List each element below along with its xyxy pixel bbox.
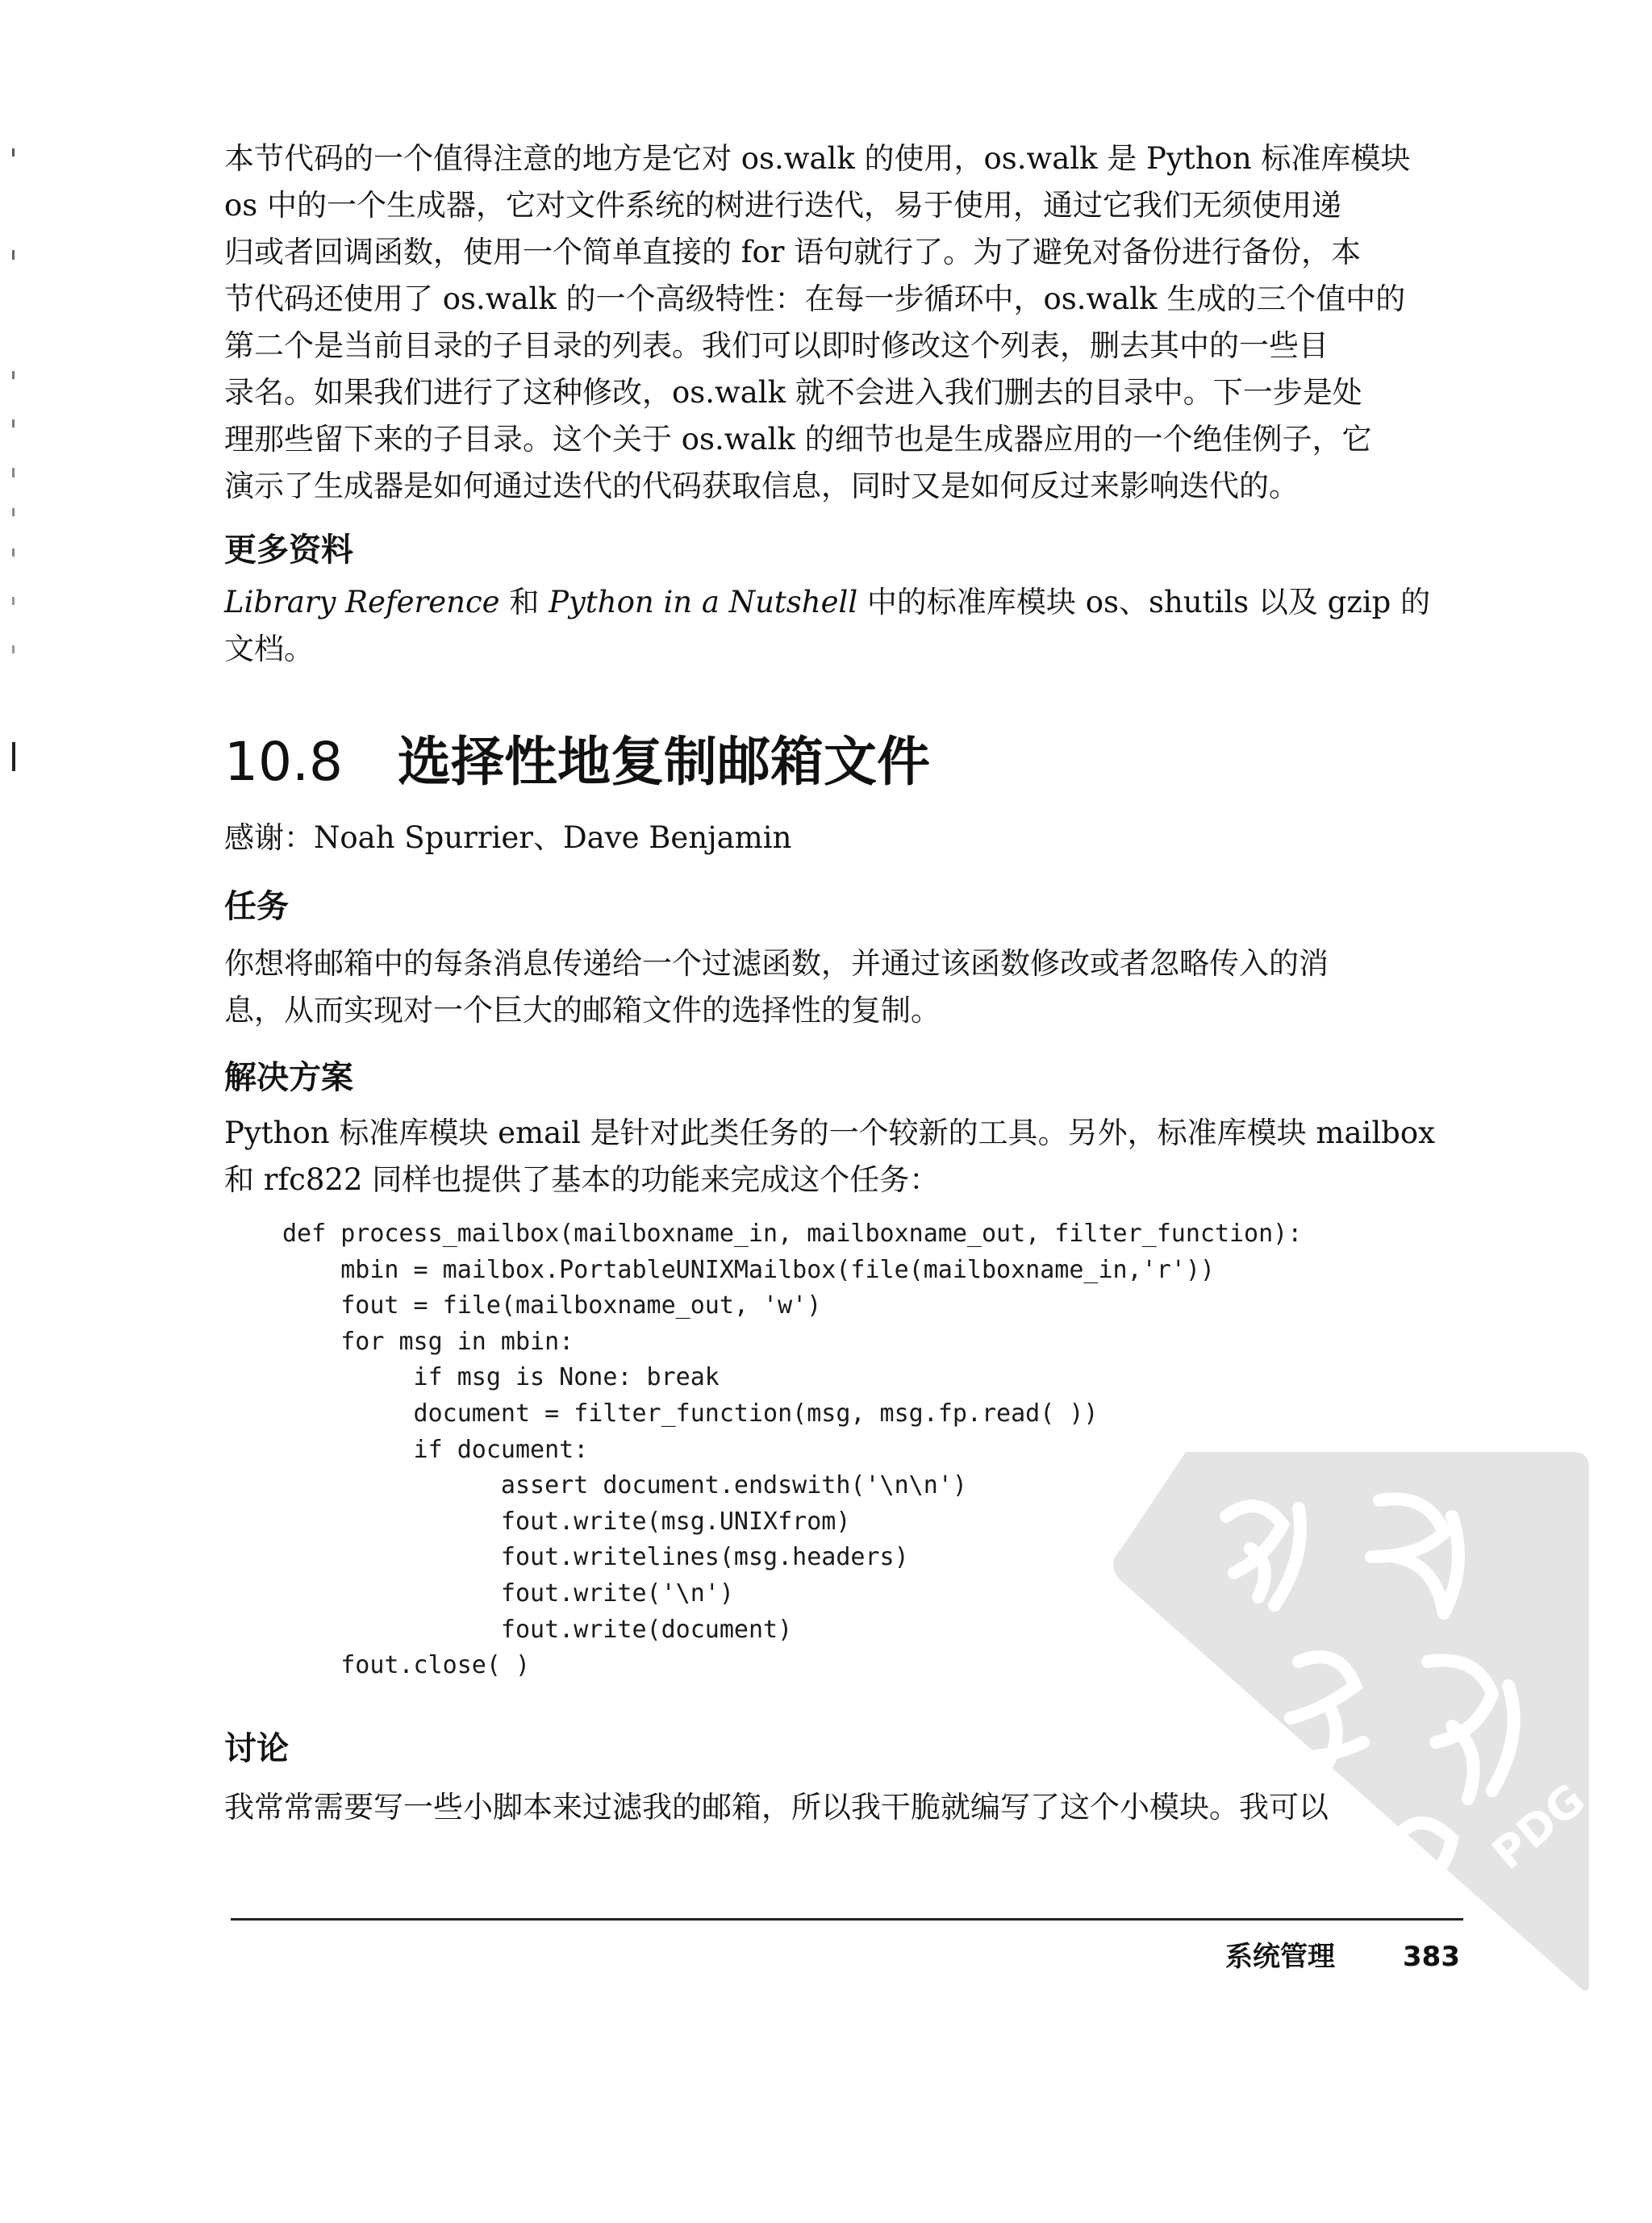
solution-paragraph [224,1110,1460,1203]
ref-python-in-a-nutshell: Python in a Nutshell [549,585,858,619]
text-line: 演示了生成器是如何通过迭代的代码获取信息，同时又是如何反过来影响迭代的。 [224,469,1299,503]
text-line: os 中的一个生成器，它对文件系统的树进行迭代，易于使用，通过它我们无须使用递 [224,188,1342,223]
text-line: 第二个是当前目录的子目录的列表。我们可以即时修改这个列表，删去其中的一些目 [224,328,1329,363]
page-number: 383 [1403,1941,1460,1973]
ref-library-reference: Library Reference [224,585,500,619]
text-line: 息，从而实现对一个巨大的邮箱文件的选择性的复制。 [224,993,941,1028]
solution-heading: 解决方案 [224,1059,353,1096]
margin-scan-marks [10,129,18,774]
intro-paragraph [224,136,1460,510]
text-line: 你想将邮箱中的每条消息传递给一个过滤函数，并通过该函数修改或者忽略传入的消 [224,946,1329,981]
code-block: def process_mailbox(mailboxname_in, mailboxname_out, filter_function): mbin = mailbox.PortableUNIXMailbox(file(mailboxname_in,'r')) fout = file(mailboxname_out, 'w') for msg in mbin: if msg is None: break document = filter_function(msg, msg.fp.read( )) if document: assert document.endswith('\n\n') fout.write(msg.UNIXfrom) fout.writelines(msg.headers) fout.write('\n') fout.write(document) fout.close( ) [282,1220,1303,1680]
ref-separator: 和 [499,585,549,619]
text-line: 本节代码的一个值得注意的地方是它对 os.walk 的使用，os.walk 是 Python 标准库模块 [224,141,1411,176]
text-line: 录名。如果我们进行了这种修改，os.walk 就不会进入我们删去的目录中。下一步是处 [224,375,1362,410]
text-line: 归或者回调函数，使用一个简单直接的 for 语句就行了。为了避免对备份进行备份，本 [224,235,1362,269]
watermark-seal [1089,1420,1605,2000]
footer-chapter: 系统管理 [1225,1941,1336,1973]
text-line: Python 标准库模块 email 是针对此类任务的一个较新的工具。另外，标准库模块 mailbox [224,1116,1435,1150]
see-also-text [224,579,1460,673]
page-footer [1225,1939,1460,1975]
task-heading: 任务 [224,888,289,925]
discussion-heading: 讨论 [224,1729,289,1767]
ref-rest: 中的标准库模块 os、shutils 以及 gzip 的文档。 [224,585,1431,666]
see-also-heading: 更多资料 [224,532,353,569]
watermark-pdg-text: PDG [1482,1773,1595,1879]
text-line: 理那些留下来的子目录。这个关于 os.walk 的细节也是生成器应用的一个绝佳例子，它 [224,422,1372,457]
footer-rule [231,1918,1463,1921]
section-number: 10.8 [224,731,343,793]
text-line: 节代码还使用了 os.walk 的一个高级特性：在每一步循环中，os.walk 生成的三个值中的 [224,282,1406,316]
task-paragraph [224,940,1460,1034]
credit-line: 感谢：Noah Spurrier、Dave Benjamin [224,820,792,855]
text-line: 和 rfc822 同样也提供了基本的功能来完成这个任务： [224,1162,940,1197]
discussion-text: 我常常需要写一些小脚本来过滤我的邮箱，所以我干脆就编写了这个小模块。我可以 [224,1789,1329,1825]
section-title [224,726,1460,799]
section-title-text: 选择性地复制邮箱文件 [397,731,930,793]
